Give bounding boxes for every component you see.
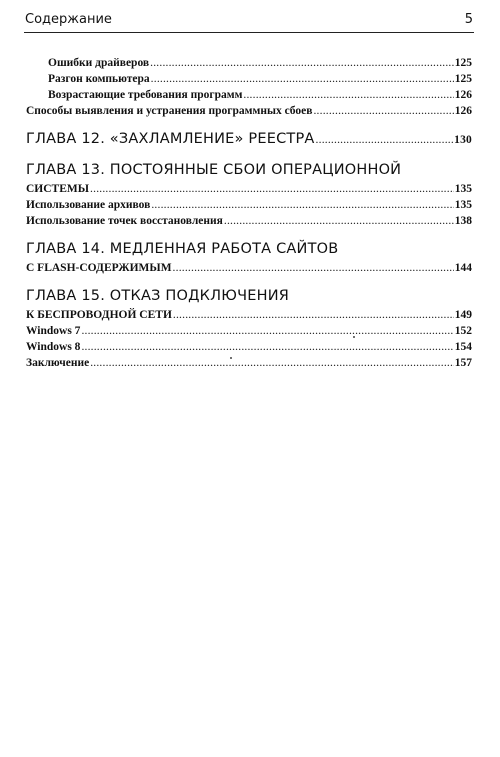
dot-leader — [90, 181, 454, 197]
page-number: 5 — [464, 12, 473, 27]
toc-entry-program-requirements[interactable] — [26, 87, 472, 103]
toc-entry-windows-7[interactable] — [26, 323, 472, 339]
scan-speck — [230, 357, 232, 359]
dot-leader — [173, 307, 454, 323]
dot-leader — [173, 260, 454, 276]
toc-entry-label: Заключение — [26, 357, 90, 369]
toc-entry-label: Windows 7 — [26, 325, 81, 337]
running-header-title: Содержание — [25, 12, 112, 27]
chapter-title-continued: СИСТЕМЫ — [26, 183, 90, 195]
toc-entry-page: 135 — [454, 183, 472, 195]
toc-entry-label: Использование точек восстановления — [26, 215, 223, 227]
table-of-contents — [26, 55, 472, 371]
toc-entry-conclusion[interactable] — [26, 355, 472, 371]
toc-entry-label: Использование архивов — [26, 199, 151, 211]
dot-leader — [81, 323, 453, 339]
toc-entry-page: 154 — [454, 341, 472, 353]
toc-entry-page: 130 — [454, 134, 472, 146]
toc-entry-page: 126 — [454, 89, 472, 101]
scan-speck — [353, 336, 355, 338]
dot-leader — [224, 213, 454, 229]
toc-entry-driver-errors[interactable] — [26, 55, 472, 71]
toc-chapter-15-title: ГЛАВА 15. ОТКАЗ ПОДКЛЮЧЕНИЯ — [26, 288, 290, 304]
toc-entry-label: Windows 8 — [26, 341, 81, 353]
toc-entry-windows-8[interactable] — [26, 339, 472, 355]
toc-entry-label: Ошибки драйверов — [48, 57, 150, 69]
toc-chapter-15[interactable] — [26, 307, 472, 323]
toc-entry-page: 125 — [454, 73, 472, 85]
dot-leader — [151, 197, 453, 213]
toc-chapter-12[interactable] — [26, 128, 472, 150]
toc-chapter-14[interactable] — [26, 260, 472, 276]
dot-leader — [151, 71, 454, 87]
toc-entry-overclocking[interactable] — [26, 71, 472, 87]
chapter-title: ГЛАВА 12. «ЗАХЛАМЛЕНИЕ» РЕЕСТРА — [26, 131, 315, 147]
dot-leader — [81, 339, 453, 355]
toc-entry-page: 144 — [454, 262, 472, 274]
toc-chapter-14-title: ГЛАВА 14. МЕДЛЕННАЯ РАБОТА САЙТОВ — [26, 241, 339, 257]
toc-entry-label: Возрастающие требования программ — [48, 89, 243, 101]
dot-leader — [316, 129, 454, 151]
chapter-title-continued: К БЕСПРОВОДНОЙ СЕТИ — [26, 309, 172, 321]
toc-entry-restore-points[interactable] — [26, 213, 472, 229]
dot-leader — [150, 55, 454, 71]
dot-leader — [90, 355, 454, 371]
toc-entry-page: 149 — [454, 309, 472, 321]
toc-entry-page: 135 — [454, 199, 472, 211]
toc-entry-label: Способы выявления и устранения программных сбоев — [26, 105, 313, 117]
toc-chapter-13[interactable] — [26, 181, 472, 197]
chapter-title-continued: С FLASH-СОДЕРЖИМЫМ — [26, 262, 172, 274]
dot-leader — [313, 103, 453, 119]
running-header — [24, 10, 474, 33]
toc-entry-label: Разгон компьютера — [48, 73, 150, 85]
toc-entry-page: 152 — [454, 325, 472, 337]
toc-entry-software-failures[interactable] — [26, 103, 472, 119]
toc-entry-archives[interactable] — [26, 197, 472, 213]
toc-entry-page: 126 — [454, 105, 472, 117]
toc-chapter-13-title: ГЛАВА 13. ПОСТОЯННЫЕ СБОИ ОПЕРАЦИОННОЙ — [26, 162, 402, 178]
toc-entry-page: 125 — [454, 57, 472, 69]
dot-leader — [243, 87, 453, 103]
toc-entry-page: 157 — [454, 357, 472, 369]
toc-entry-page: 138 — [454, 215, 472, 227]
